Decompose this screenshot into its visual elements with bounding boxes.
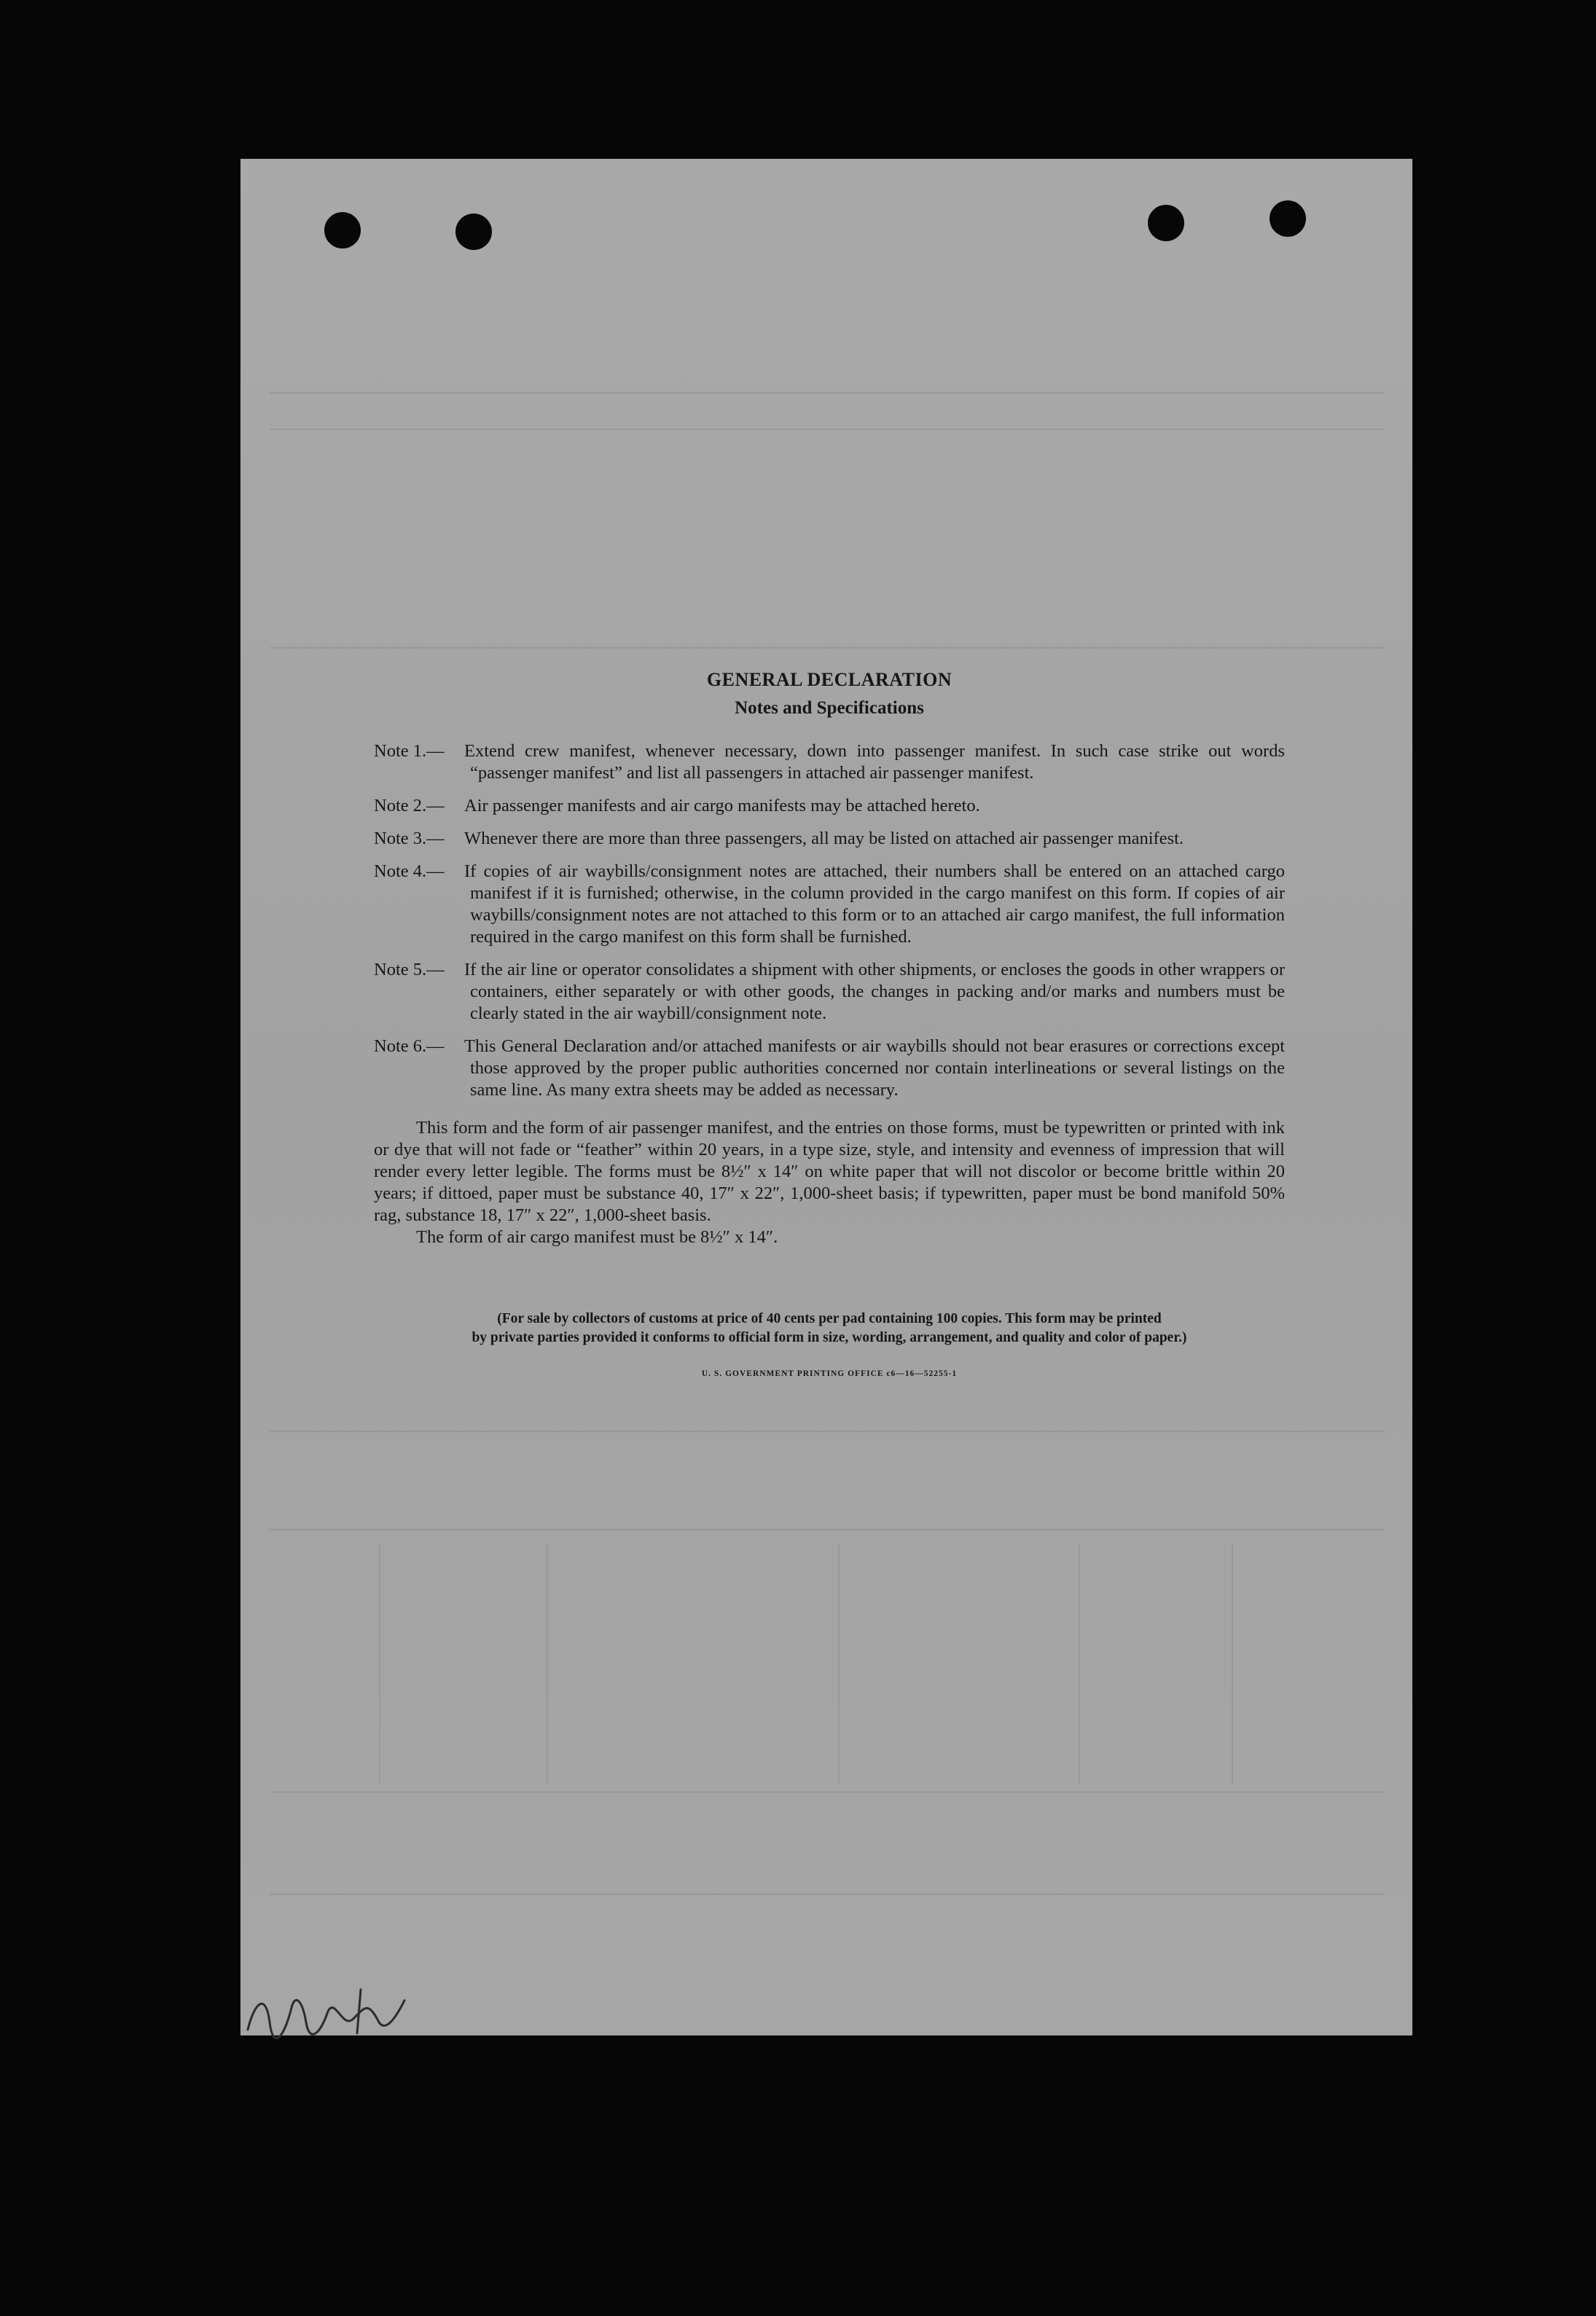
bleed-through-rule — [547, 1544, 548, 1784]
note-label: Note 6.— — [374, 1036, 445, 1056]
note-3 — [374, 828, 1285, 850]
punch-hole — [1148, 205, 1184, 241]
document-page — [240, 159, 1412, 2035]
punch-hole — [455, 214, 492, 250]
document-title: GENERAL DECLARATION — [706, 669, 952, 690]
note-2 — [374, 795, 1285, 817]
note-label: Note 1.— — [374, 741, 445, 761]
sale-notice-line: by private parties provided it conforms to official form in size, wording, arrangement, and quality and color of paper.) — [472, 1330, 1187, 1345]
cargo-manifest-size-line: The form of air cargo manifest must be 8½″ x 14″. — [416, 1227, 778, 1247]
note-label: Note 5.— — [374, 960, 445, 979]
punch-hole — [1270, 200, 1306, 237]
bleed-through-rule — [270, 1791, 1385, 1793]
bleed-through-rule — [1232, 1544, 1233, 1784]
sale-notice-line: (For sale by collectors of customs at price of 40 cents per pad containing 100 copies. This form may be printed — [497, 1311, 1162, 1326]
note-text: Whenever there are more than three passengers, all may be listed on attached air passenger manifest. — [464, 829, 1184, 848]
bleed-through-rule — [379, 1544, 380, 1784]
note-label: Note 4.— — [374, 861, 445, 881]
sale-notice — [374, 1310, 1285, 1347]
bleed-through-rule — [270, 392, 1385, 394]
note-1 — [374, 740, 1285, 784]
document-subtitle: Notes and Specifications — [735, 698, 924, 718]
bleed-through-rule — [1079, 1544, 1080, 1784]
bleed-through-rule — [270, 1893, 1385, 1895]
printing-office-line: U. S. GOVERNMENT PRINTING OFFICE c6—16—52255-1 — [701, 1369, 958, 1378]
handwritten-signature — [233, 1979, 423, 2044]
bleed-through-rule — [270, 647, 1385, 649]
note-text: Air passenger manifests and air cargo manifests may be attached hereto. — [464, 796, 980, 815]
note-4 — [374, 861, 1285, 948]
note-5 — [374, 959, 1285, 1025]
note-text: If copies of air waybills/consignment notes are attached, their numbers shall be entered on an attached cargo manifest if it is furnished; otherwise, in the column provided in the cargo manifest on this form. If copies of air waybills/consignment notes are not attached to this form or to an attached air cargo manifest, the full information required in the cargo manifest on this form shall be furnished. — [464, 861, 1285, 947]
bleed-through-rule — [270, 1431, 1385, 1432]
note-label: Note 2.— — [374, 796, 445, 815]
bleed-through-rule — [270, 429, 1385, 430]
note-text: This General Declaration and/or attached manifests or air waybills should not bear erasures or corrections except those approved by the proper public authorities concerned nor contain interlineations or several listings on the same line. As many extra sheets may be added as necessary. — [464, 1036, 1285, 1100]
note-label: Note 3.— — [374, 829, 445, 848]
notes-content — [374, 669, 1285, 1378]
note-text: If the air line or operator consolidates a shipment with other shipments, or encloses the goods in other wrappers or containers, either separately or with other goods, the changes in packing and/or marks and numbers must be clearly stated in the air waybill/consignment note. — [464, 960, 1285, 1023]
specifications-paragraph: This form and the form of air passenger manifest, and the entries on those forms, must be typewritten or printed with ink or dye that will not fade or “feather” within 20 years, in a type size, style, and intensity and evenness of impression that will render every letter legible. The forms must be 8½″ x 14″ on white paper that will not discolor or become brittle within 20 years; if dittoed, paper must be substance 40, 17″ x 22″, 1,000-sheet basis; if typewritten, paper must be bond manifold 50% rag, substance 18, 17″ x 22″, 1,000-sheet basis. — [374, 1118, 1285, 1225]
punch-hole — [324, 212, 361, 249]
note-text: Extend crew manifest, whenever necessary, down into passenger manifest. In such case strike out words “passenger manifest” and list all passengers in attached air passenger manifest. — [464, 741, 1285, 783]
bleed-through-rule — [270, 1529, 1385, 1530]
bleed-through-rule — [838, 1544, 840, 1784]
note-6 — [374, 1036, 1285, 1101]
